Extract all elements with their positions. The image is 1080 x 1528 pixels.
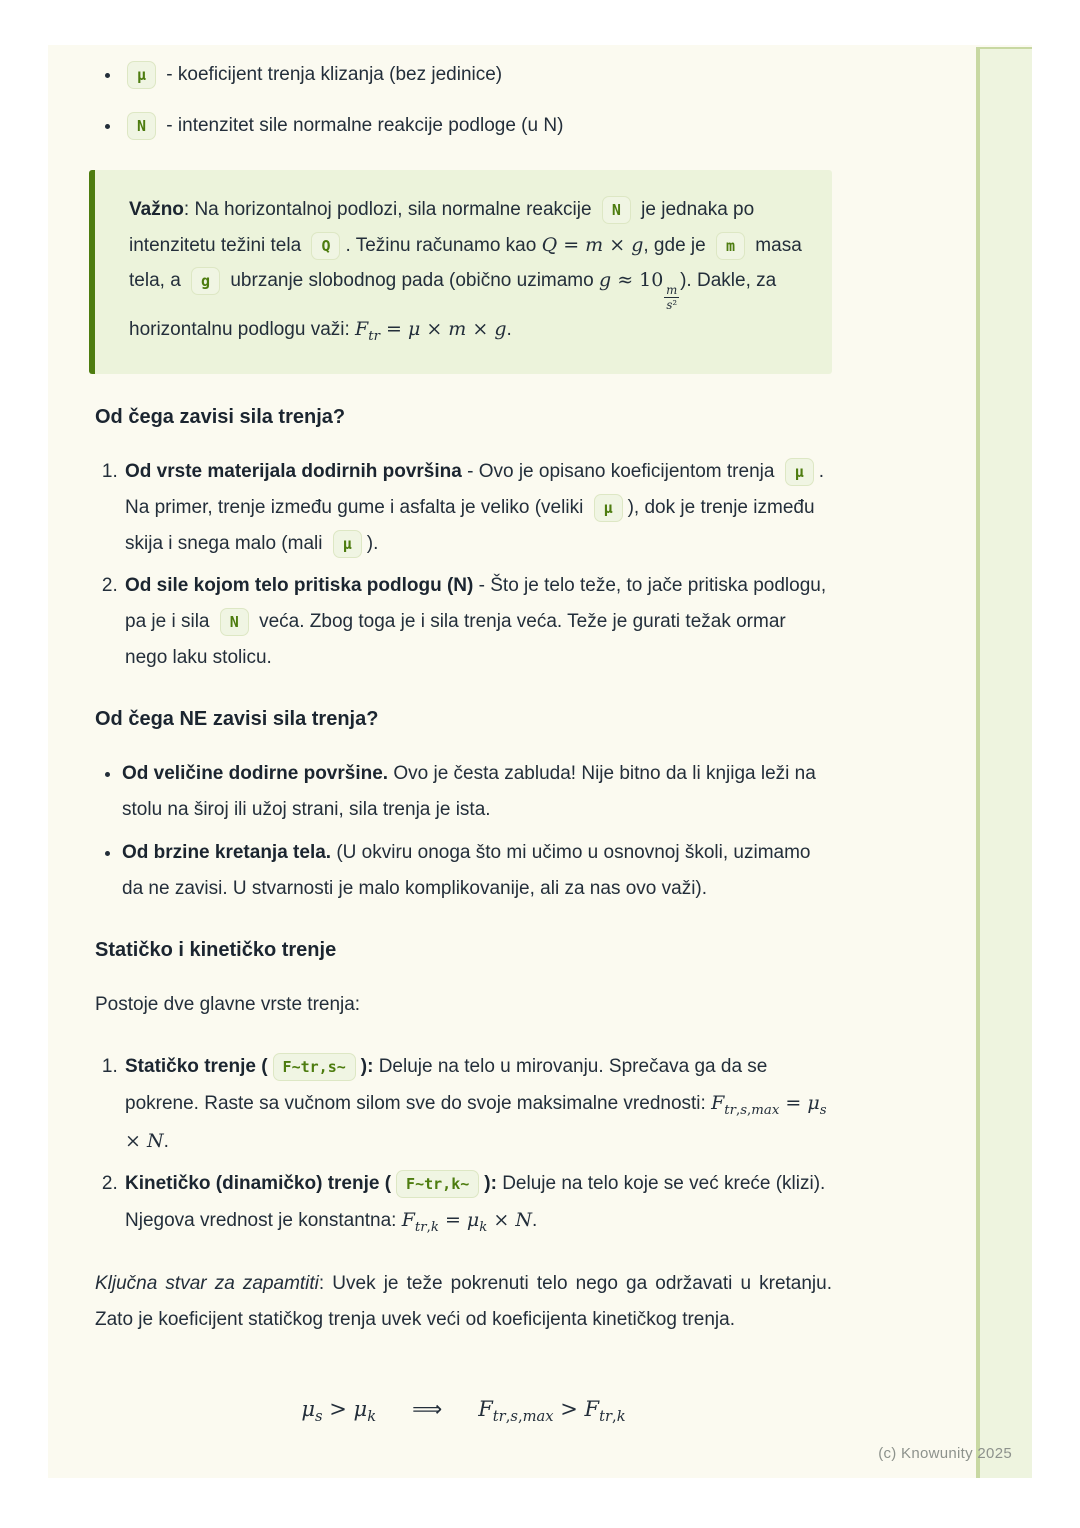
inline-code-badge: F~tr,k~ (396, 1170, 479, 1198)
list-item: • N - intenzitet sile normalne reakcije podloge (u N) (122, 108, 832, 144)
not-depends-list (95, 756, 832, 906)
depends-list (95, 454, 832, 677)
section-heading-depends: Od čega zavisi sila trenja? (95, 405, 346, 428)
inline-code-badge: N (127, 112, 156, 140)
section-heading-not-depends: Od čega NE zavisi sila trenja? (95, 708, 379, 731)
inline-code-badge: m (716, 232, 745, 260)
math-expression: $F_{tr} = \mu \times m \times g$ (355, 318, 507, 344)
math-expression: $F_{tr,s,max} > F_{tr,k}$ (478, 1397, 626, 1426)
inline-code-badge: μ (127, 61, 156, 89)
list-item: 2. Od sile kojom telo pritiska podlogu (N) - Što je telo teže, to jače pritiska podlogu, pa je i sila N veća. Zbog toga je i sila trenja veća. Teže je gurati težak ormar nego laku stolicu. (123, 568, 832, 676)
list-item: • μ - koeficijent trenja klizanja (bez jedinice) (122, 57, 832, 93)
friction-types-list (95, 1049, 832, 1240)
page-edge-strip (976, 47, 1032, 1478)
intro-paragraph: Postoje dve glavne vrste trenja: (95, 993, 361, 1015)
math-expression: $F_{tr,k} = \mu_k \times N$ (401, 1209, 532, 1235)
list-item: 2. Kinetičko (dinamičko) trenje ( F~tr,k~ ): Deluje na telo koje se već kreće (klizi). Njegova vrednost je konstantna: $F_{tr,k} = \mu_k \times N$. (123, 1166, 832, 1240)
inline-code-badge: μ (594, 494, 623, 522)
inline-code-badge: Q (311, 232, 340, 260)
bold-text: Od sile kojom telo pritiska podlogu (N) (125, 575, 474, 597)
page-content (95, 57, 832, 1431)
math-expression: Q = m × g (541, 233, 644, 256)
inline-code-badge: N (602, 196, 631, 224)
important-callout: Važno: Na horizontalnoj podlozi, sila normalne reakcije N je jednaka po intenzitetu težini tela Q . Težinu računamo kao Q = m × g, gde je m masa tela, a g ubrzanje slobodnog pada (obično uzimamo g ≈ 10 $\frac{m}{\text{s²}}$ ). Dakle, za horizontalnu podlogu važi: $F_{tr} = \mu \times m \times g$. (89, 170, 832, 374)
math-fraction: $\frac{m}{\text{s²}}$ (666, 282, 678, 312)
list-item: • Od brzine kretanja tela. (U okviru onoga što mi učimo u osnovnoj školi, uzimamo da ne zavisi. U stvarnosti je malo komplikovanije, ali za nas ovo važi). (122, 835, 832, 907)
bold-text: Od veličine dodirne površine. (122, 763, 389, 785)
list-item: 1. Statičko trenje ( F~tr,s~ ): Deluje na telo u mirovanju. Sprečava ga da se pokrene. Raste sa vučnom silom sve do svoje maksimalne vrednosti: $F_{tr,s,max} = \mu_s \times N$. (123, 1049, 832, 1160)
math-expression: g ≈ 10 (598, 269, 664, 292)
bold-text: ): (360, 1055, 374, 1077)
inline-code-badge: g (191, 267, 220, 295)
bold-text: Važno (129, 199, 184, 221)
inline-code-badge: F~tr,s~ (273, 1053, 356, 1081)
bold-text: ): (484, 1173, 497, 1195)
bold-text: Kinetičko (dinamičko) trenje ( (125, 1173, 392, 1195)
inline-code-badge: μ (785, 458, 814, 486)
implies-arrow: ⟹ (412, 1397, 443, 1422)
bold-text: Od brzine kretanja tela. (122, 841, 332, 863)
list-item: 1. Od vrste materijala dodirnih površina - Ovo je opisano koeficijentom trenja μ . Na primer, trenje između gume i asfalta je veliko (veliki μ ), dok je trenje između skija i snega malo (mali μ ). (123, 454, 832, 562)
list-item: • Od veličine dodirne površine. Ovo je česta zabluda! Nije bitno da li knjiga leži na stolu na široj ili užoj strani, sila trenja je ista. (122, 756, 832, 828)
math-expression: $\mu_s > \mu_k$ (301, 1397, 377, 1426)
italic-text: Ključna stvar za zapamtiti (95, 1273, 319, 1295)
document-page (48, 45, 1032, 1478)
display-formula (95, 1390, 832, 1431)
bold-text: Statičko trenje ( (125, 1055, 268, 1077)
copyright-footer: (c) Knowunity 2025 (878, 1445, 1012, 1462)
math-expression: $F_{tr,s,max} = \mu_s \times N$ (125, 1091, 827, 1152)
inline-code-badge: N (220, 608, 249, 636)
section-heading-static-kinetic: Statičko i kinetičko trenje (95, 938, 337, 961)
definitions-list (95, 57, 832, 144)
key-note-paragraph: Ključna stvar za zapamtiti: Uvek je teže pokrenuti telo nego ga održavati u kretanju. Zato je koeficijent statičkog trenja uvek veći od koeficijenta kinetičkog trenja. (95, 1273, 833, 1331)
bold-text: Od vrste materijala dodirnih površina (125, 460, 462, 482)
inline-code-badge: μ (333, 530, 362, 558)
